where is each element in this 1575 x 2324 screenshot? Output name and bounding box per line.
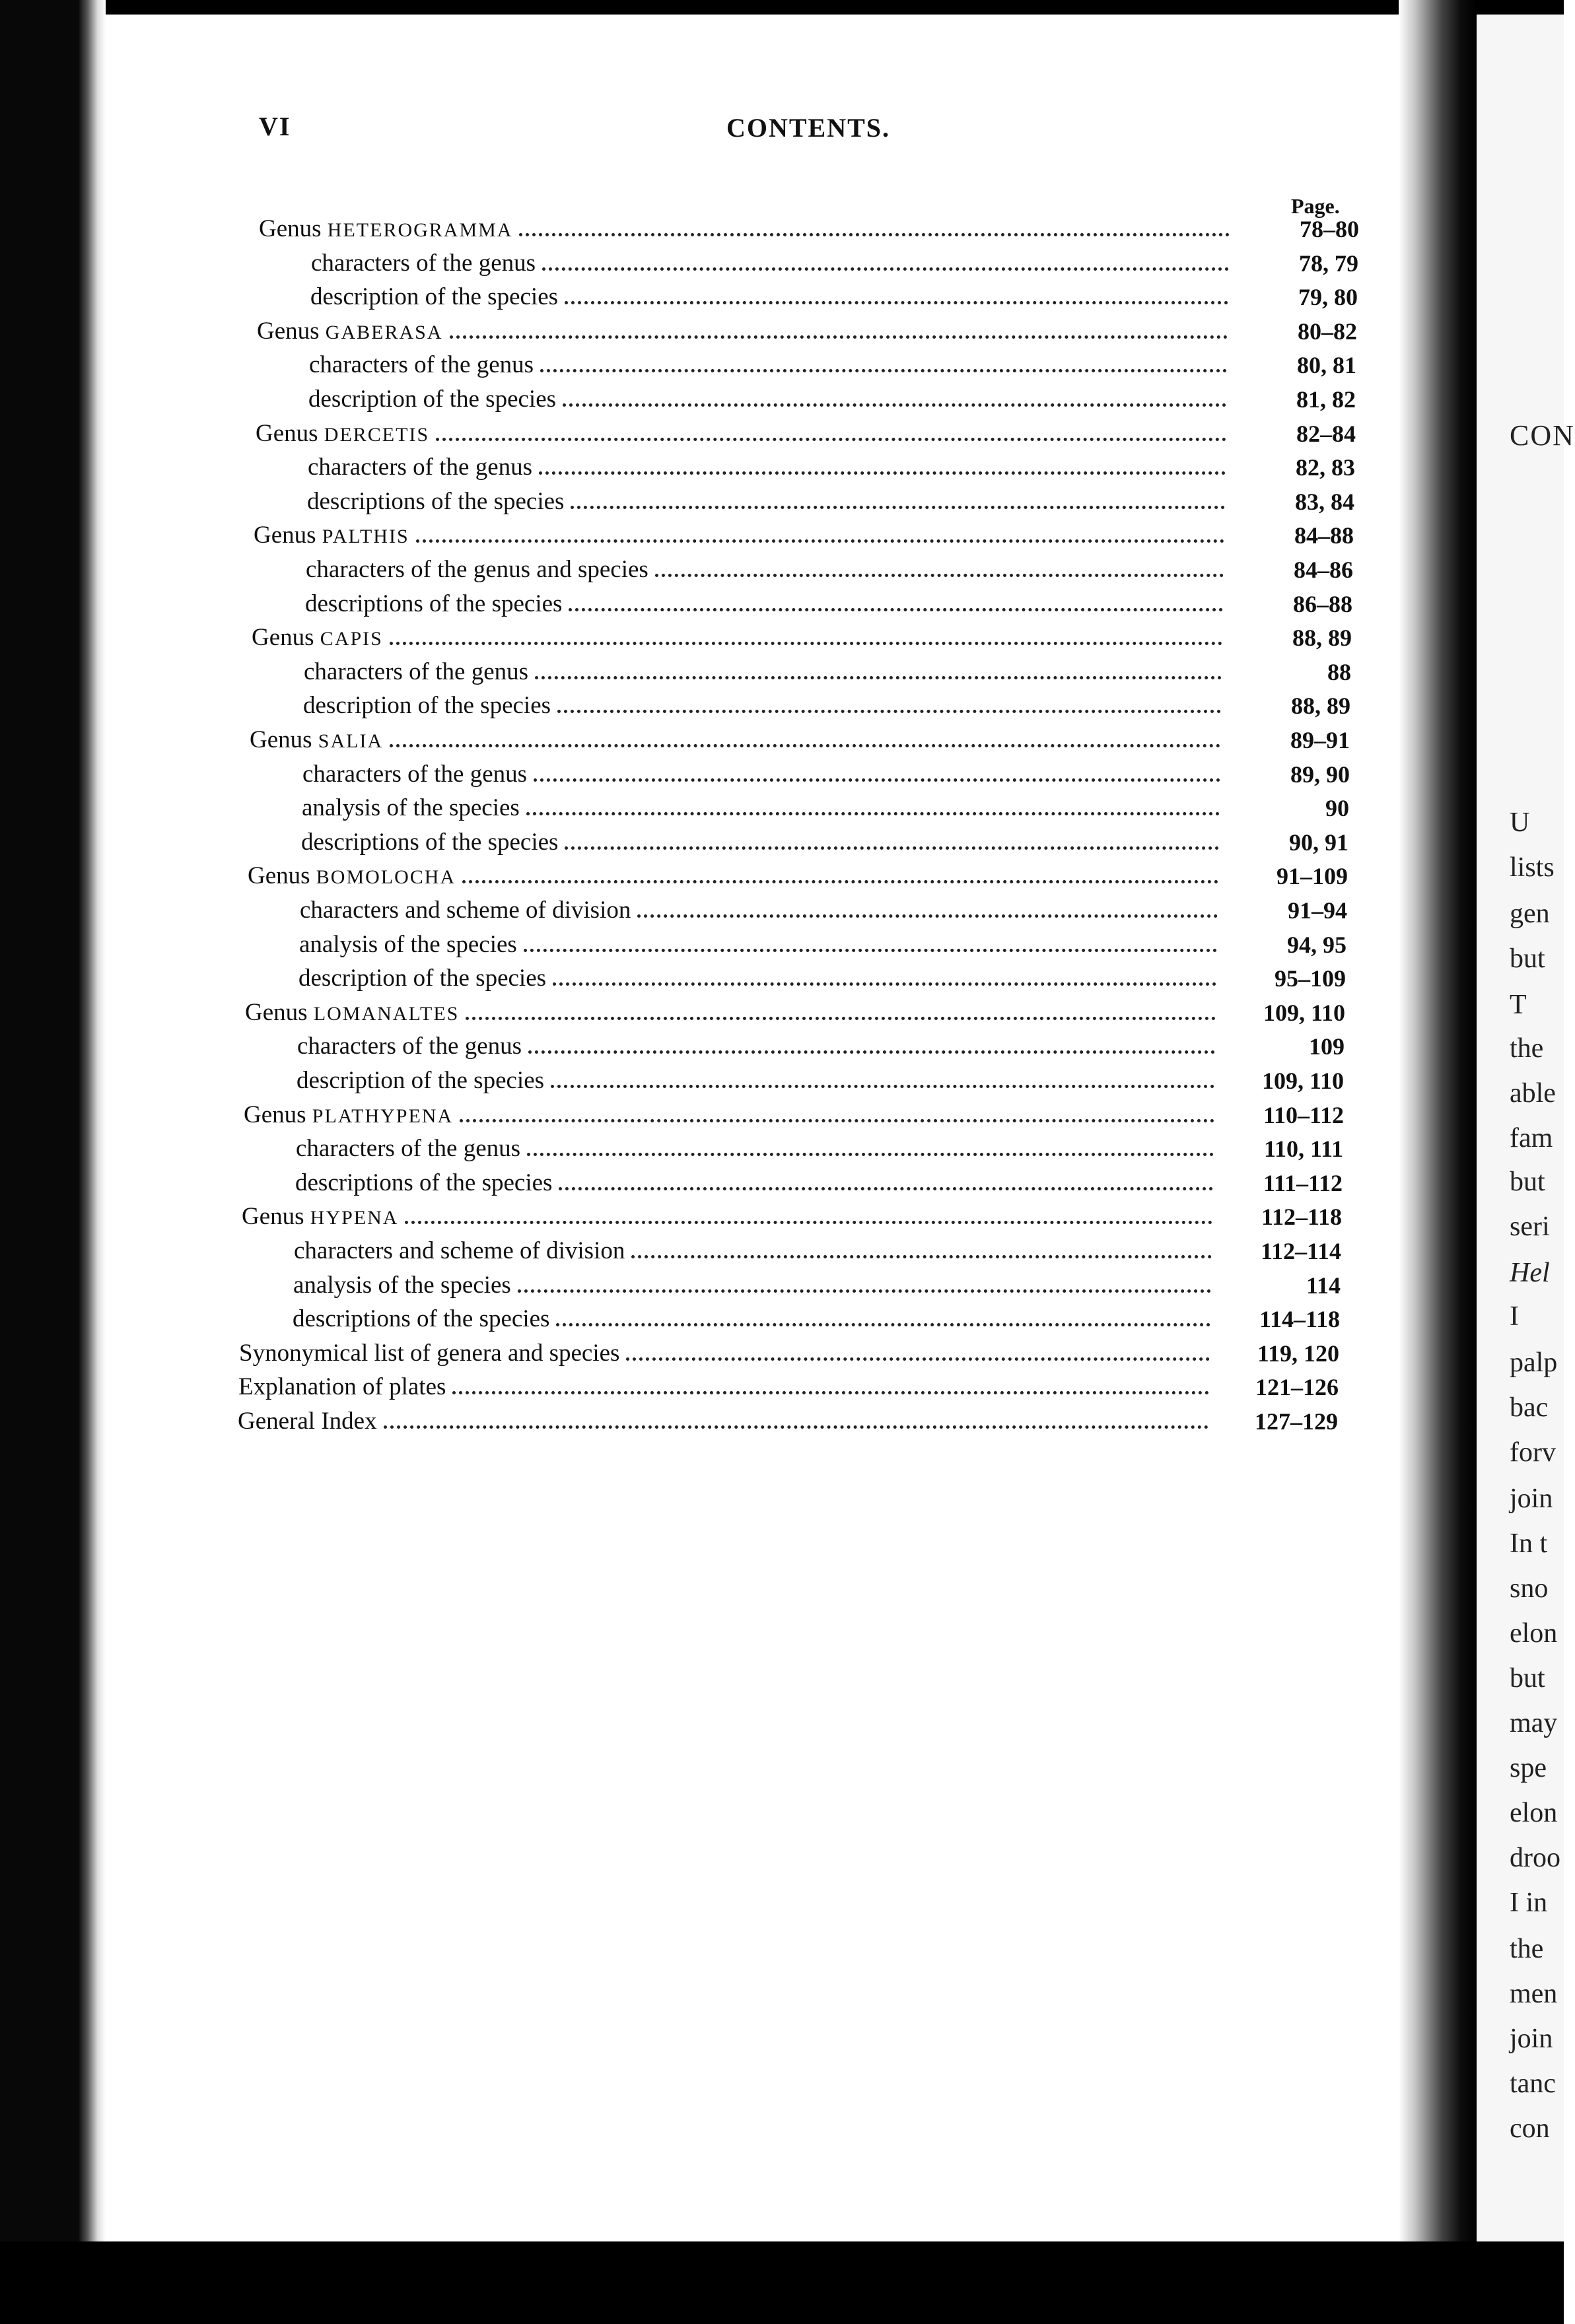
facing-page-line: droo [1510,1843,1560,1873]
toc-row [301,823,1348,856]
dot-leader [526,812,1220,815]
toc-row [294,1232,1341,1265]
toc-page-number: 86–88 [1293,591,1352,617]
toc-page-number: 110, 111 [1263,1136,1343,1162]
toc-row [308,380,1356,413]
toc-row [298,959,1346,992]
toc-row [311,244,1358,277]
toc-entry-label: analysis of the species [293,1272,511,1299]
facing-page-line: gen [1510,899,1550,929]
scan-border-bottom [0,2241,1564,2324]
toc-row [306,551,1353,584]
facing-page-line: but [1510,1663,1545,1693]
dot-leader [416,539,1224,543]
toc-page-number: 109, 110 [1261,1068,1344,1094]
dot-leader [528,1050,1215,1054]
facing-page-line: I [1510,1301,1519,1332]
toc-row [302,789,1349,822]
facing-page-line: able [1510,1078,1556,1109]
toc-entry-label: descriptions of the species [293,1305,550,1332]
toc-entry-label [254,521,416,549]
genus-prefix: Genus [250,726,318,753]
dot-leader [539,471,1226,475]
toc-genus-row [257,312,1357,345]
facing-page-line: men [1510,1979,1558,2009]
toc-row [297,1062,1344,1095]
genus-prefix: Genus [254,522,322,549]
toc-page-number: 88, 89 [1291,693,1350,719]
toc-page-number: 84–88 [1294,522,1354,549]
toc-row [300,891,1347,924]
genus-name: GABERASA [325,322,443,343]
dot-leader [631,1255,1212,1258]
toc-entry-label [242,1202,405,1231]
toc-row [305,585,1352,618]
facing-page-line: the [1510,1033,1544,1064]
toc-page-number: 80–82 [1298,318,1357,345]
dot-leader [405,1221,1212,1224]
toc-entry-label: description of the species [297,1067,545,1094]
toc-entry-label [248,862,462,890]
toc-page-number: 119, 120 [1257,1340,1339,1367]
dot-leader [542,267,1229,271]
toc-page-number: 121–126 [1255,1374,1339,1400]
toc-row [238,1368,1339,1401]
dot-leader [460,1119,1214,1122]
toc-genus-row [256,415,1356,448]
toc-page-number: 112–118 [1261,1204,1342,1230]
dot-leader [518,1289,1211,1293]
toc-row [299,926,1347,959]
dot-leader [569,608,1223,611]
facing-page-line: elon [1510,1798,1558,1828]
dot-leader [452,1391,1209,1394]
facing-page-line: forv [1510,1437,1556,1468]
genus-prefix: Genus [242,1203,310,1230]
toc-entry-label: characters of the genus [296,1135,521,1162]
toc-genus-row [250,721,1350,754]
facing-page-line: the [1510,1934,1544,1964]
facing-page-line: join [1510,1484,1553,1514]
genus-name: HETEROGRAMMA [327,219,513,241]
toc-page-number: 112–114 [1260,1238,1341,1264]
toc-page-number: 114 [1306,1272,1341,1299]
toc-page-number: 84–86 [1294,557,1353,583]
genus-prefix: Genus [252,624,320,651]
toc-page-number: 90 [1325,795,1349,821]
facing-page-line: In t [1510,1528,1548,1559]
toc-entry-label [257,317,450,345]
facing-page-line: but [1510,943,1545,974]
page-column-label: Page. [1291,194,1340,218]
toc-page-number: 95–109 [1275,965,1346,992]
facing-page-line: U [1510,807,1530,838]
toc-entry-label [256,419,436,448]
toc-page-number: 110–112 [1263,1102,1344,1128]
genus-prefix: Genus [257,318,326,345]
facing-page-line: join [1510,2024,1553,2054]
toc-genus-row [248,857,1348,890]
dot-leader [450,335,1228,339]
toc-row [297,1027,1345,1060]
facing-page-line: but [1510,1167,1545,1197]
toc-entry-label: characters of the genus [304,658,529,685]
dot-leader [540,369,1227,372]
genus-prefix: Genus [256,420,324,447]
toc-page-number: 80, 81 [1297,352,1356,378]
toc-entry-label [245,998,466,1027]
toc-page-number: 79, 80 [1298,284,1358,310]
dot-leader [626,1357,1210,1361]
dot-leader [462,880,1218,883]
facing-page-line: seri [1510,1212,1550,1242]
toc-page-number: 127–129 [1255,1408,1338,1435]
dot-leader [519,233,1230,236]
genus-name: PALTHIS [322,526,409,547]
facing-page-line: fam [1510,1123,1553,1153]
toc-entry-label: characters and scheme of division [300,897,631,924]
facing-page-heading: CON [1510,419,1575,452]
toc-page-number: 109, 110 [1263,1000,1345,1026]
toc-entry-label: characters of the genus and species [306,556,648,583]
toc-row [308,448,1355,481]
dot-leader [390,744,1220,747]
toc-page-number: 114–118 [1259,1306,1340,1332]
dot-leader [551,1085,1214,1088]
genus-prefix: Genus [248,862,316,889]
toc-row [309,346,1356,379]
genus-name: PLATHYPENA [312,1105,454,1127]
toc-entry-label: General Index [238,1408,377,1435]
genus-name: CAPIS [320,628,383,650]
toc-genus-row [252,619,1352,652]
toc-row [239,1334,1339,1367]
facing-page-line: elon [1510,1618,1558,1649]
toc-row [310,278,1358,311]
toc-page-number: 90, 91 [1289,829,1348,856]
dot-leader [565,846,1219,850]
toc-entry-label: descriptions of the species [305,590,563,617]
toc-entry-label [259,215,519,243]
toc-genus-row [244,1096,1344,1129]
facing-page-line: may [1510,1708,1558,1738]
toc-entry-label: description of the species [303,692,551,719]
dot-leader [655,574,1224,577]
toc-entry-label: characters of the genus [302,761,528,788]
genus-prefix: Genus [245,999,314,1026]
facing-page-line: palp [1510,1348,1558,1378]
toc-genus-row [245,994,1345,1027]
toc-genus-row [254,516,1354,549]
dot-leader [535,676,1222,679]
facing-page-line: bac [1510,1392,1549,1423]
toc-entry-label: description of the species [308,386,557,413]
toc-entry-label: characters of the genus [308,454,533,481]
dot-leader [553,982,1216,986]
toc-entry-label: characters of the genus [297,1033,522,1060]
toc-page-number: 88 [1327,659,1351,685]
toc-entry-label [244,1101,460,1129]
toc-entry-label [250,726,390,754]
toc-row [303,687,1350,720]
dot-leader [637,914,1218,918]
toc-genus-row [259,210,1359,243]
dot-leader [571,506,1225,509]
toc-entry-label [252,623,390,652]
dot-leader [565,301,1228,304]
genus-name: SALIA [318,730,384,752]
toc-entry-label: characters and scheme of division [294,1237,625,1264]
toc-page-number: 89, 90 [1290,761,1350,788]
toc-page-number: 111–112 [1263,1170,1343,1196]
facing-page-line: lists [1510,852,1555,883]
dot-leader [534,778,1220,782]
dot-leader [527,1153,1214,1156]
dot-leader [466,1017,1216,1020]
toc-page-number: 83, 84 [1295,489,1354,515]
toc-entry-label: analysis of the species [299,931,517,958]
toc-row [295,1164,1343,1197]
dot-leader [557,710,1221,713]
dot-leader [559,1187,1213,1190]
toc-entry-label: characters of the genus [311,250,536,277]
toc-entry-label: characters of the genus [309,351,534,378]
dot-leader [563,403,1226,407]
toc-entry-label: descriptions of the species [301,829,559,856]
toc-page-number: 82, 83 [1296,454,1355,481]
toc-entry-label: description of the species [310,283,559,310]
toc-row [304,653,1351,686]
toc-row [293,1300,1340,1333]
toc-entry-label: descriptions of the species [307,488,565,515]
facing-page-line: Hel [1510,1258,1550,1288]
facing-page-line: sno [1510,1573,1549,1604]
toc-entry-label: analysis of the species [302,794,520,821]
page-number: VI [259,112,291,141]
toc-row [293,1266,1341,1299]
toc-row [238,1402,1338,1435]
toc-entry-label: description of the species [298,965,547,992]
dot-leader [556,1323,1210,1326]
toc-page-number: 88, 89 [1292,625,1352,651]
page-title: CONTENTS. [726,113,891,143]
toc-row [296,1130,1343,1163]
toc-page-number: 109 [1309,1033,1345,1060]
facing-page-line: spe [1510,1753,1547,1783]
toc-page-number: 89–91 [1290,727,1350,753]
genus-name: LOMANALTES [313,1003,460,1025]
toc-page-number: 78, 79 [1299,250,1358,277]
genus-name: HYPENA [310,1207,399,1229]
toc-entry-label: descriptions of the species [295,1169,553,1196]
dot-leader [524,949,1217,952]
dot-leader [436,438,1226,441]
toc-page-number: 91–94 [1288,897,1347,924]
toc-row [307,483,1354,516]
toc-page-number: 81, 82 [1296,386,1356,413]
genus-prefix: Genus [244,1101,312,1128]
toc-page-number: 91–109 [1277,863,1348,889]
toc-row [302,755,1350,788]
genus-name: DERCETIS [324,424,430,446]
genus-name: BOMOLOCHA [316,866,456,888]
genus-prefix: Genus [259,215,328,242]
dot-leader [390,642,1222,645]
dot-leader [384,1425,1208,1429]
toc-page-number: 82–84 [1296,421,1356,447]
toc-page-number: 78–80 [1300,216,1359,242]
facing-page-line: I in [1510,1888,1548,1918]
toc-genus-row [242,1198,1342,1231]
toc-entry-label: Synonymical list of genera and species [239,1340,620,1367]
facing-page-line: T [1510,990,1527,1020]
toc-entry-label: Explanation of plates [238,1373,446,1400]
facing-page-line: con [1510,2113,1550,2144]
facing-page-line: tanc [1510,2068,1556,2099]
toc-page-number: 94, 95 [1287,932,1347,958]
